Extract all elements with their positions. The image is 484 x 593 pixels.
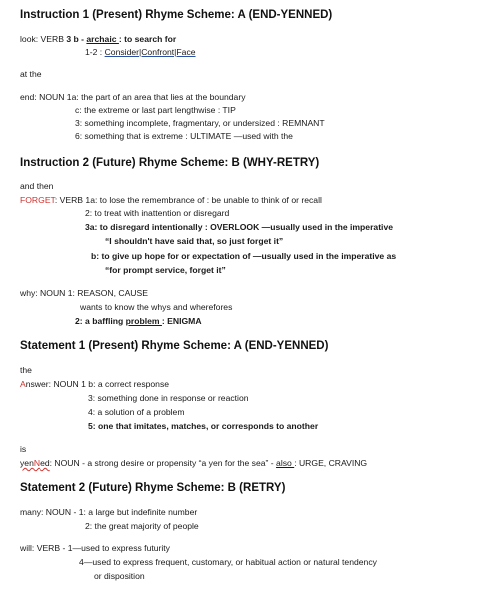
why-line-1: why: NOUN 1: REASON, CAUSE bbox=[20, 288, 148, 298]
look-sub-words: Consider|Confront|Face bbox=[104, 47, 196, 57]
end-line-4: 6: something that is extreme : ULTIMATE —used with the bbox=[75, 131, 293, 141]
answer-initial: A bbox=[20, 379, 26, 389]
look-archaic-rest: : to search for bbox=[118, 34, 177, 44]
will-line-1: will: VERB - 1—used to express futurity bbox=[20, 543, 170, 553]
many-line-1: many: NOUN - 1: a large but indefinite number bbox=[20, 507, 198, 517]
why-line-2: wants to know the whys and wherefores bbox=[80, 302, 233, 312]
forget-word: FORGET bbox=[20, 195, 55, 205]
answer-line-2: 3: something done in response or reaction bbox=[88, 393, 249, 403]
answer-line-1 bbox=[20, 379, 169, 389]
forget-line-1 bbox=[20, 195, 322, 205]
yenned-rest: : NOUN - a strong desire or propensity “a yen for the sea” - bbox=[49, 458, 277, 468]
the-text: the bbox=[20, 365, 32, 375]
is-text: is bbox=[20, 444, 27, 454]
forget-line-2: 2: to treat with inattention or disregard bbox=[85, 208, 230, 218]
heading-instruction-1: Instruction 1 (Present) Rhyme Scheme: A (END-YENNED) bbox=[20, 9, 333, 21]
answer-line-1-rest: : NOUN 1 b: a correct response bbox=[48, 379, 170, 389]
forget-line-6: “for prompt service, forget it” bbox=[105, 265, 226, 275]
look-lead: look: VERB bbox=[20, 34, 67, 44]
heading-statement-1: Statement 1 (Present) Rhyme Scheme: A (END-YENNED) bbox=[20, 340, 329, 352]
many-line-2: 2: the great majority of people bbox=[85, 521, 199, 531]
end-line-3: 3: something incomplete, fragmentary, or undersized : REMNANT bbox=[75, 118, 325, 128]
will-line-2: 4—used to express frequent, customary, or habitual action or natural tendency bbox=[79, 557, 377, 567]
end-line-1: end: NOUN 1a: the part of an area that lies at the boundary bbox=[20, 92, 246, 102]
also-word: also bbox=[276, 458, 295, 468]
look-sub-num: 1-2 : bbox=[85, 47, 105, 57]
and-then-text: and then bbox=[20, 181, 54, 191]
yenned-line bbox=[20, 458, 367, 468]
look-sense: 3 b - bbox=[66, 34, 87, 44]
forget-line-1-rest: : VERB 1a: to lose the remembrance of : be unable to think of or recall bbox=[54, 195, 322, 205]
answer-word-rest: nswer bbox=[25, 379, 49, 389]
heading-statement-2: Statement 2 (Future) Rhyme Scheme: B (RETRY) bbox=[20, 482, 286, 494]
will-line-3: or disposition bbox=[94, 571, 145, 581]
look-definition bbox=[20, 34, 176, 44]
problem-word: problem bbox=[125, 316, 162, 326]
answer-line-4: 5: one that imitates, matches, or corresponds to another bbox=[88, 421, 319, 431]
yenned-part-1: yen bbox=[20, 458, 34, 468]
forget-line-5: b: to give up hope for or expectation of —usually used in the imperative as bbox=[91, 251, 397, 261]
answer-line-3: 4: a solution of a problem bbox=[88, 407, 185, 417]
forget-line-3: 3a: to disregard intentionally : OVERLOOK —usually used in the imperative bbox=[85, 222, 394, 232]
yenned-part-3: ed bbox=[40, 458, 50, 468]
at-the-text: at the bbox=[20, 69, 42, 79]
forget-line-4: “I shouldn't have said that, so just forget it” bbox=[105, 236, 284, 246]
why-line-3-c: : ENIGMA bbox=[161, 316, 202, 326]
yenned-tail: : URGE, CRAVING bbox=[294, 458, 368, 468]
why-line-3 bbox=[75, 316, 202, 326]
yenned-part-2: N bbox=[33, 458, 41, 468]
yenned-word bbox=[20, 458, 50, 468]
why-line-3-a: 2: a baffling bbox=[75, 316, 126, 326]
heading-instruction-2: Instruction 2 (Future) Rhyme Scheme: B (WHY-RETRY) bbox=[20, 157, 320, 169]
archaic-label: archaic bbox=[86, 34, 119, 44]
end-line-2: c: the extreme or last part lengthwise : TIP bbox=[75, 105, 236, 115]
look-subsense bbox=[85, 47, 196, 57]
